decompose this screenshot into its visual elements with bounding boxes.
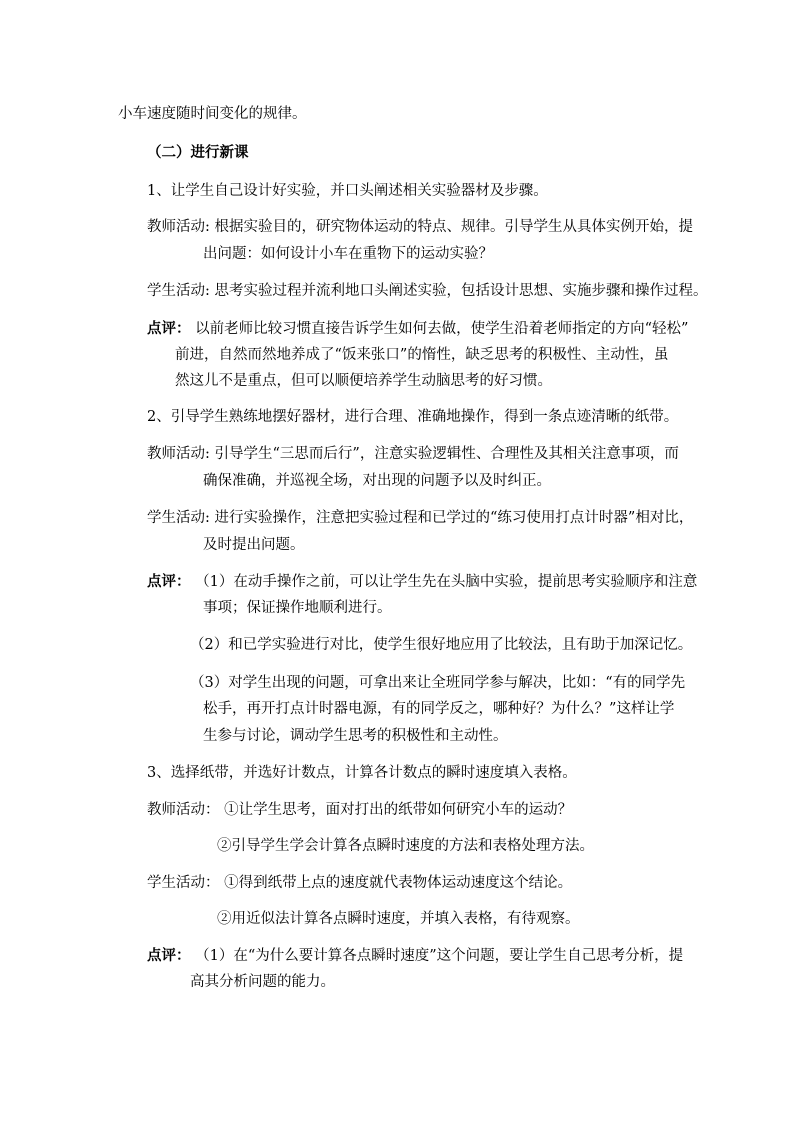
step1-student-text: 思考实验过程并流利地口头阐述实验，包括设计思想、实施步骤和操作过程。 <box>214 283 708 299</box>
step3-student-line1 <box>147 873 572 893</box>
step2-comment3-line2: 松手，再开打点计时器电源，有的同学反之，哪种好？为什么？”这样让学 <box>203 701 675 717</box>
teacher-activity-label: 教师活动: <box>147 219 210 235</box>
student-activity-label: 学生活动: <box>147 283 210 299</box>
step3-comment1-text1: （1）在“为什么要计算各点瞬时速度”这个问题，要让学生自己思考分析，提 <box>195 948 684 964</box>
step2-title: 2、引导学生熟练地摆好器材，进行合理、准确地操作，得到一条点迹清晰的纸带。 <box>147 409 679 425</box>
step3-teacher-item2: ②引导学生学会计算各点瞬时速度的方法和表格处理方法。 <box>217 838 594 854</box>
step2-student-text1: 进行实验操作，注意把实验过程和已学过的“练习使用打点计时器”相对比， <box>214 510 694 526</box>
step3-teacher-line1 <box>147 800 572 820</box>
step3-student-item1: ①得到纸带上点的速度就代表物体运动速度这个结论。 <box>224 875 573 891</box>
step1-teacher-line2: 出问题：如何设计小车在重物下的运动实验？ <box>203 246 493 262</box>
step1-comment-text1: 以前老师比较习惯直接告诉学生如何去做，使学生沿着老师指定的方向“轻松” <box>195 321 689 337</box>
comment-label: 点评： <box>147 947 191 964</box>
step1-comment-line3: 然这儿不是重点，但可以顺便培养学生动脑思考的好习惯。 <box>175 373 552 389</box>
comment-label: 点评： <box>147 320 191 337</box>
step1-student-line <box>147 281 708 301</box>
step2-comment1-text1: （1）在动手操作之前，可以让学生先在头脑中实验，提前思考实验顺序和注意 <box>195 574 698 590</box>
intro-tail-line: 小车速度随时间变化的规律。 <box>118 106 307 122</box>
step1-teacher-line1 <box>147 217 693 237</box>
teacher-activity-label: 教师活动： <box>147 802 220 818</box>
step2-comment2-line1: （2）和已学实验进行对比，使学生很好地应用了比较法，且有助于加深记忆。 <box>190 637 693 653</box>
step2-student-line2: 及时提出问题。 <box>203 537 305 553</box>
step2-teacher-line2: 确保准确，并巡视全场，对出现的问题予以及时纠正。 <box>203 473 551 489</box>
step2-comment1-line2: 事项；保证操作地顺利进行。 <box>203 600 392 616</box>
student-activity-label: 学生活动: <box>147 510 210 526</box>
step2-teacher-text1: 引导学生“三思而后行”，注意实验逻辑性、合理性及其相关注意事项，而 <box>214 446 679 462</box>
step3-comment-line1 <box>147 946 683 966</box>
step2-comment-line1 <box>147 572 697 592</box>
step3-student-item2: ②用近似法计算各点瞬时速度，并填入表格，有待观察。 <box>217 911 580 927</box>
step1-comment-line1 <box>147 319 688 339</box>
step2-comment3-line3: 生参与讨论，调动学生思考的积极性和主动性。 <box>203 728 508 744</box>
step3-teacher-item1: ①让学生思考，面对打出的纸带如何研究小车的运动？ <box>224 802 573 818</box>
step3-comment1-line2: 高其分析问题的能力。 <box>190 974 335 990</box>
student-activity-label: 学生活动： <box>147 875 220 891</box>
step1-title: 1、让学生自己设计好实验，并口头阐述相关实验器材及步骤。 <box>147 183 548 199</box>
section-heading: （二）进行新课 <box>147 144 249 161</box>
step1-teacher-text1: 根据实验目的，研究物体运动的特点、规律。引导学生从具体实例开始，提 <box>214 219 693 235</box>
comment-label: 点评： <box>147 573 191 590</box>
step2-student-line1 <box>147 508 693 528</box>
teacher-activity-label: 教师活动: <box>147 446 210 462</box>
step1-comment-line2: 前进，自然而然地养成了“饭来张口”的惰性，缺乏思考的积极性、主动性，虽 <box>175 347 669 363</box>
step2-comment3-line1: （3）对学生出现的问题，可拿出来让全班同学参与解决，比如：“有的同学先 <box>190 675 686 691</box>
step3-title: 3、选择纸带，并选好计数点，计算各计数点的瞬时速度填入表格。 <box>147 765 577 781</box>
step2-teacher-line1 <box>147 444 679 464</box>
